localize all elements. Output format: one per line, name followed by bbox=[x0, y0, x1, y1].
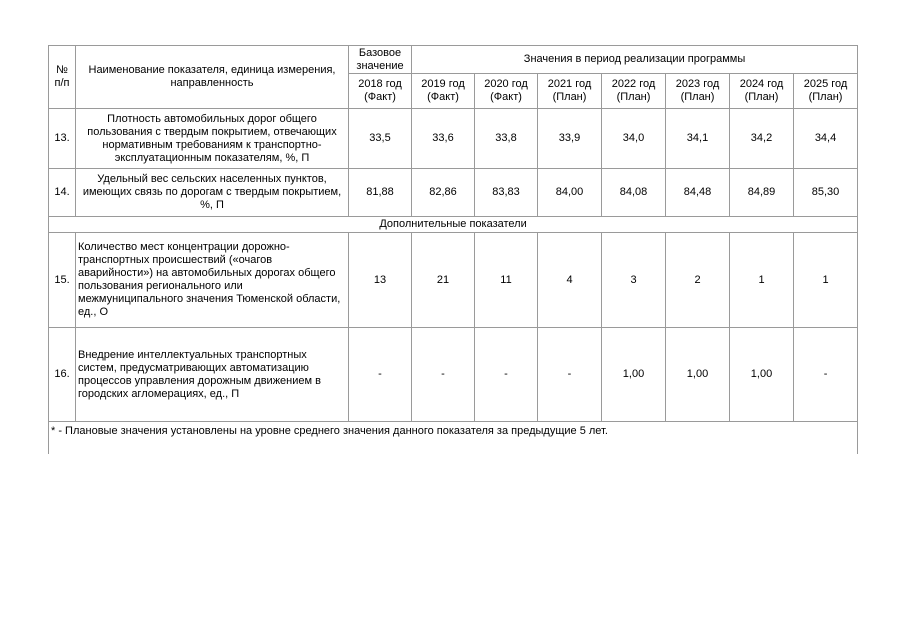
cell-value: 84,08 bbox=[602, 169, 666, 217]
col-period-header: Значения в период реализации программы bbox=[412, 46, 858, 74]
year-header: 2024 год (План) bbox=[730, 74, 794, 109]
footnote-row bbox=[49, 422, 858, 455]
cell-value: 4 bbox=[538, 233, 602, 328]
year-header: 2025 год (План) bbox=[794, 74, 858, 109]
cell-value: 1,00 bbox=[666, 328, 730, 422]
cell-value: - bbox=[538, 328, 602, 422]
col-name-header: Наименование показателя, единица измерения, направленность bbox=[76, 46, 349, 109]
row-num: 14. bbox=[49, 169, 76, 217]
row-name: Плотность автомобильных дорог общего пользования с твердым покрытием, отвечающих нормативным требованиям к транспортно-эксплуатационным показателям, %, П bbox=[76, 109, 349, 169]
cell-value: 82,86 bbox=[412, 169, 475, 217]
year-header: 2023 год (План) bbox=[666, 74, 730, 109]
cell-value: 84,48 bbox=[666, 169, 730, 217]
cell-value: - bbox=[412, 328, 475, 422]
col-base-header: Базовое значение bbox=[349, 46, 412, 74]
row-num: 16. bbox=[49, 328, 76, 422]
year-header: 2021 год (План) bbox=[538, 74, 602, 109]
section-title: Дополнительные показатели bbox=[49, 217, 858, 233]
cell-value: 83,83 bbox=[475, 169, 538, 217]
cell-value: 11 bbox=[475, 233, 538, 328]
cell-value: 33,5 bbox=[349, 109, 412, 169]
cell-value: 84,00 bbox=[538, 169, 602, 217]
row-name: Количество мест концентрации дорожно-транспортных происшествий («очагов аварийности») на автомобильных дорогах общего пользования регионального или межмуниципального значения Тюменской области, ед., О bbox=[76, 233, 349, 328]
cell-value: 1 bbox=[794, 233, 858, 328]
cell-value: 34,0 bbox=[602, 109, 666, 169]
cell-value: 1 bbox=[730, 233, 794, 328]
table-row bbox=[49, 169, 858, 217]
cell-value: 1,00 bbox=[602, 328, 666, 422]
cell-value: 21 bbox=[412, 233, 475, 328]
cell-value: - bbox=[794, 328, 858, 422]
cell-value: 1,00 bbox=[730, 328, 794, 422]
row-name: Внедрение интеллектуальных транспортных систем, предусматривающих автоматизацию процессов управления дорожным движением в городских агломерациях, ед., П bbox=[76, 328, 349, 422]
cell-value: 3 bbox=[602, 233, 666, 328]
year-header: 2022 год (План) bbox=[602, 74, 666, 109]
table-row bbox=[49, 328, 858, 422]
row-num: 15. bbox=[49, 233, 76, 328]
year-header: 2019 год (Факт) bbox=[412, 74, 475, 109]
indicators-table bbox=[48, 45, 858, 454]
header-row bbox=[49, 46, 858, 74]
year-header: 2020 год (Факт) bbox=[475, 74, 538, 109]
cell-value: 33,9 bbox=[538, 109, 602, 169]
footnote: * - Плановые значения установлены на уровне среднего значения данного показателя за предыдущие 5 лет. bbox=[49, 422, 858, 455]
cell-value: 13 bbox=[349, 233, 412, 328]
table-row bbox=[49, 109, 858, 169]
cell-value: 34,1 bbox=[666, 109, 730, 169]
cell-value: 33,8 bbox=[475, 109, 538, 169]
cell-value: 84,89 bbox=[730, 169, 794, 217]
cell-value: - bbox=[349, 328, 412, 422]
row-num: 13. bbox=[49, 109, 76, 169]
cell-value: 34,2 bbox=[730, 109, 794, 169]
table-row bbox=[49, 233, 858, 328]
col-num-header: № п/п bbox=[49, 46, 76, 109]
cell-value: - bbox=[475, 328, 538, 422]
cell-value: 33,6 bbox=[412, 109, 475, 169]
cell-value: 2 bbox=[666, 233, 730, 328]
cell-value: 34,4 bbox=[794, 109, 858, 169]
cell-value: 85,30 bbox=[794, 169, 858, 217]
section-row bbox=[49, 217, 858, 233]
year-header: 2018 год (Факт) bbox=[349, 74, 412, 109]
row-name: Удельный вес сельских населенных пунктов, имеющих связь по дорогам с твердым покрытием, %, П bbox=[76, 169, 349, 217]
cell-value: 81,88 bbox=[349, 169, 412, 217]
